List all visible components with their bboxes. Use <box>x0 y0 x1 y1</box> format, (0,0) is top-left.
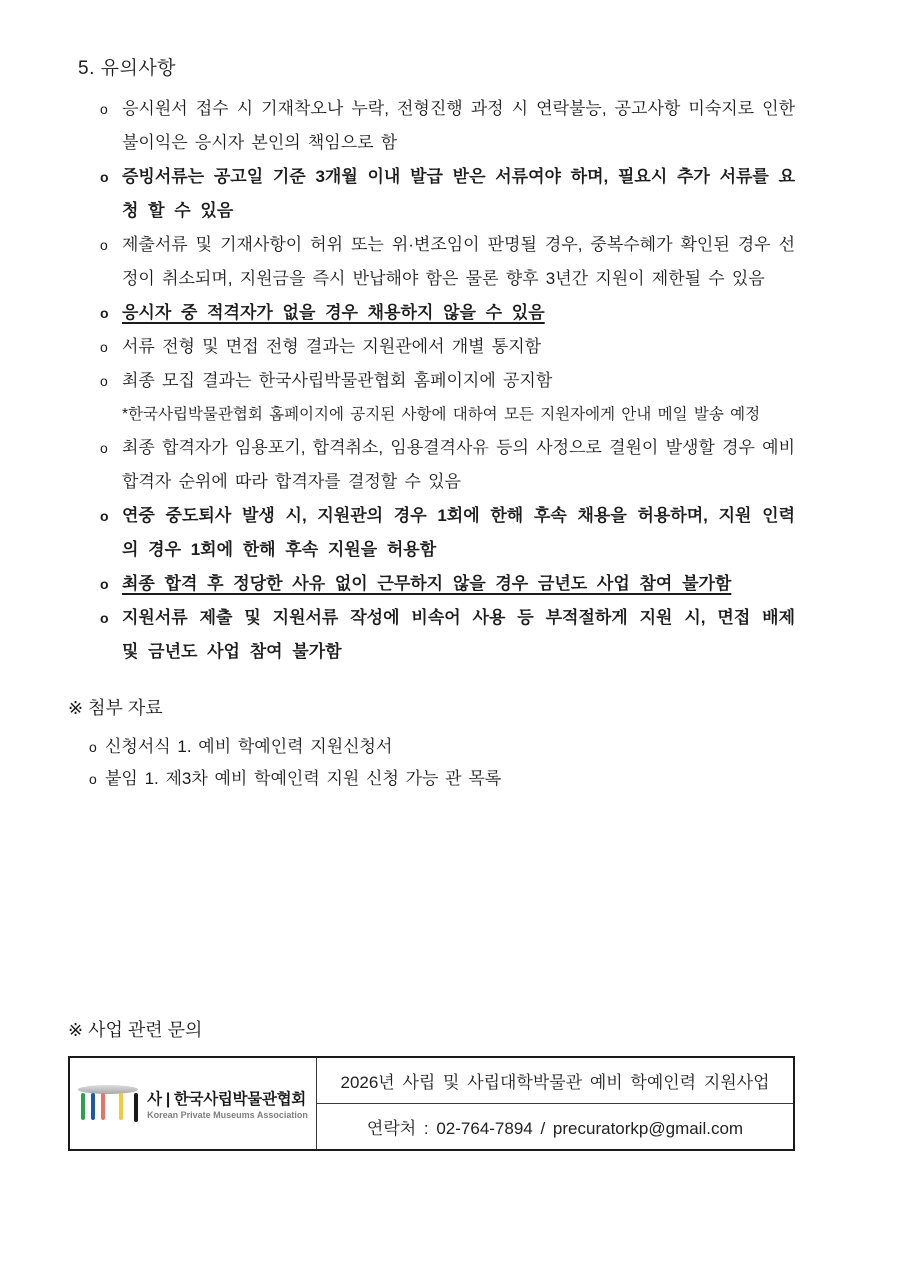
note-item <box>100 228 795 296</box>
logo-bar <box>91 1093 95 1120</box>
bullet-marker: o <box>100 610 109 626</box>
contact-heading: ※ 사업 관련 문의 <box>68 1020 203 1040</box>
note-text: 제출서류 및 기재사항이 허위 또는 위·변조임이 판명될 경우, 중복수혜가 확인된 경우 선정이 취소되며, 지원금을 즉시 반납해야 함은 물론 향후 3년간 지원이 제한될 수 있음 <box>122 235 795 288</box>
attachment-text: 붙임 1. 제3차 예비 학예인력 지원 신청 가능 관 목록 <box>105 769 502 788</box>
org-name-korean: 사 | 한국사립박물관협회 <box>147 1091 306 1108</box>
note-item <box>100 499 795 567</box>
note-item <box>100 296 795 330</box>
note-text: 연중 중도퇴사 발생 시, 지원관의 경우 1회에 한해 후속 채용을 허용하며, 지원 인력의 경우 1회에 한해 후속 지원을 허용함 <box>122 506 795 559</box>
note-item <box>100 567 795 601</box>
note-item <box>100 92 795 160</box>
note-item <box>100 160 795 228</box>
museum-building-icon <box>78 1085 138 1123</box>
note-text: 응시원서 접수 시 기재착오나 누락, 전형진행 과정 시 연락불능, 공고사항 미숙지로 인한 불이익은 응시자 본인의 책임으로 함 <box>122 99 795 152</box>
attachments-section <box>68 693 795 795</box>
logo-names <box>147 1087 308 1120</box>
logo-bar <box>134 1093 138 1122</box>
notes-list <box>100 92 795 669</box>
bullet-marker: o <box>89 739 97 755</box>
logo-cell <box>69 1057 317 1150</box>
attachment-text: 신청서식 1. 예비 학예인력 지원신청서 <box>105 737 393 756</box>
note-text: 최종 모집 결과는 한국사립박물관협회 홈페이지에 공지함 <box>122 371 553 390</box>
section-heading: 5. 유의사항 <box>78 58 177 79</box>
note-item <box>100 364 795 398</box>
logo-bar <box>101 1093 105 1120</box>
bullet-marker: o <box>89 771 97 787</box>
bullet-marker: o <box>100 237 108 253</box>
attachments-list <box>68 731 795 795</box>
bullet-marker: o <box>100 508 109 524</box>
attachment-item <box>89 763 795 795</box>
note-text: 지원서류 제출 및 지원서류 작성에 비속어 사용 등 부적절하게 지원 시, 면접 배제 및 금년도 사업 참여 불가함 <box>122 608 795 661</box>
bullet-marker: o <box>100 305 109 321</box>
note-text: 최종 합격 후 정당한 사유 없이 근무하지 않을 경우 금년도 사업 참여 불가함 <box>122 574 732 593</box>
attachments-heading: ※ 첨부 자료 <box>68 698 163 718</box>
note-text: 서류 전형 및 면접 전형 결과는 지원관에서 개별 통지함 <box>122 337 542 356</box>
association-logo <box>71 1085 315 1123</box>
contact-info: 연락처 : 02-764-7894 / precuratorkp@gmail.com <box>317 1104 795 1151</box>
note-item <box>100 330 795 364</box>
logo-bars-icon <box>78 1093 138 1123</box>
logo-bar <box>81 1093 85 1120</box>
bullet-marker: o <box>100 101 108 117</box>
bullet-marker: o <box>100 339 108 355</box>
bullet-marker: o <box>100 169 109 185</box>
note-item <box>100 601 795 669</box>
org-name-english: Korean Private Museums Association <box>147 1110 308 1120</box>
note-text: 최종 합격자가 임용포기, 합격취소, 임용결격사유 등의 사정으로 결원이 발생할 경우 예비 합격자 순위에 따라 합격자를 결정할 수 있음 <box>122 438 795 491</box>
contact-section <box>68 1016 795 1151</box>
bullet-marker: o <box>100 373 108 389</box>
note-subnote: *한국사립박물관협회 홈페이지에 공지된 사항에 대하여 모든 지원자에게 안내 메일 발송 예정 <box>122 406 761 423</box>
logo-bar <box>119 1093 123 1120</box>
notice-content <box>68 56 795 795</box>
bullet-marker: o <box>100 576 109 592</box>
bullet-marker: o <box>100 440 108 456</box>
attachment-item <box>89 731 795 763</box>
note-item <box>100 431 795 499</box>
program-title: 2026년 사립 및 사립대학박물관 예비 학예인력 지원사업 <box>317 1057 795 1104</box>
note-text: 응시자 중 적격자가 없을 경우 채용하지 않을 수 있음 <box>122 303 545 322</box>
contact-table <box>68 1056 795 1151</box>
note-text: 증빙서류는 공고일 기준 3개월 이내 발급 받은 서류여야 하며, 필요시 추가 서류를 요청 할 수 있음 <box>122 167 795 220</box>
